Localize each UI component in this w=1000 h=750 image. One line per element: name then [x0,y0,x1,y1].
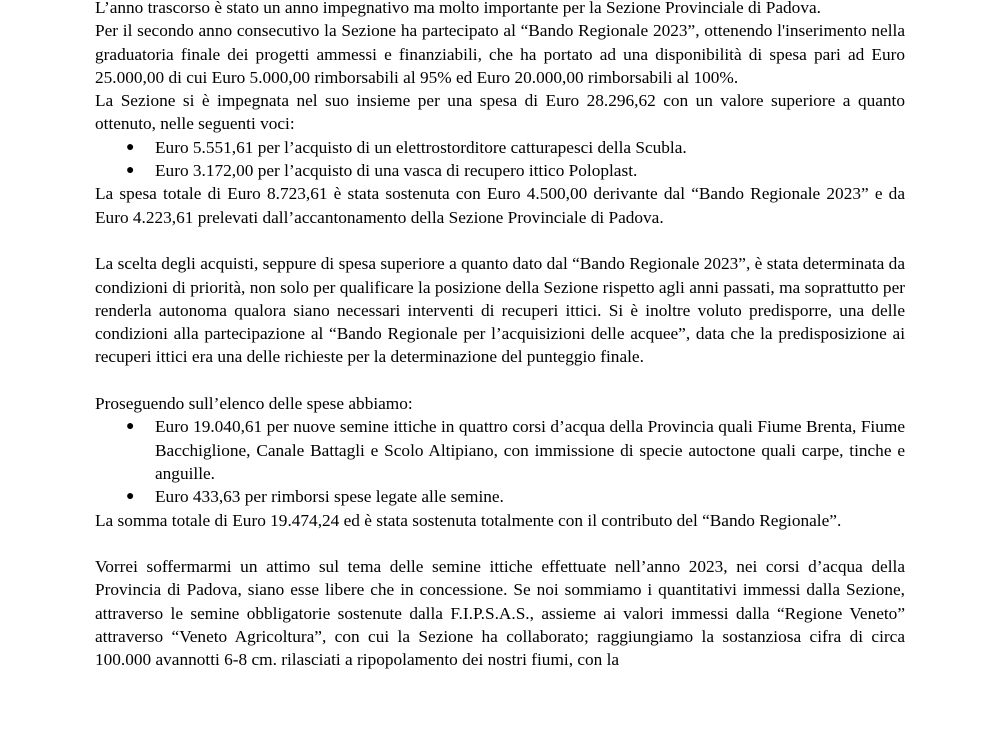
paragraph-restocking-total: La somma totale di Euro 19.474,24 ed è stata sostenuta totalmente con il contributo del “Bando Regionale”. [95,510,842,530]
paragraph-restocking-discussion: Vorrei soffermarmi un attimo sul tema delle semine ittiche effettuate nell’anno 2023, nei corsi d’acqua della Provincia di Padova, siano esse libere che in concessione. Se noi sommiamo i quantitativi immessi dalla Sezione, attraverso le semine obbligatorie sostenute dalla F.I.P.S.A.S., assieme ai valori immessi dalla “Regione Veneto” attraverso “Veneto Agricoltura”, con cui la Sezione ha collaborato; raggiungiamo la sostanziosa cifra di circa 100.000 avannotti 6-8 cm. rilasciati a ripopolamento dei nostri fiumi, con la [95,557,905,670]
list-item [95,415,905,485]
paragraph-total-spending: La spesa totale di Euro 8.723,61 è stata sostenuta con Euro 4.500,00 derivante dal “Bando Regionale 2023” e da Euro 4.223,61 prelevati dall’accantonamento della Sezione Provinciale di Padova. [95,184,905,227]
list-item [95,485,905,508]
list-item [95,159,905,182]
list-item-text: Euro 5.551,61 per l’acquisto di un elettrostorditore catturapesci della Scubla. [155,137,687,157]
bullet-icon: ● [126,139,135,155]
paragraph-purchase-rationale: La scelta degli acquisti, seppure di spesa superiore a quanto dato dal “Bando Regionale 2023”, è stata determinata da condizioni di priorità, non solo per qualificare la posizione della Sezione rispetto agli anni passati, ma soprattutto per renderla autonoma qualora siano necessari interventi di recuperi ittici. Si è inoltre voluto predisporre, una delle condizioni alla partecipazione al “Bando Regionale per l’acquisizioni delle acquee”, data che la predisposizione ai recuperi ittici era una delle richieste per la determinazione del punteggio finale. [95,254,905,367]
expense-list-equipment [95,136,905,183]
bullet-icon: ● [126,419,135,435]
document-page [95,0,905,672]
paragraph-bando-participation: Per il secondo anno consecutivo la Sezione ha partecipato al “Bando Regionale 2023”, ottenendo l'inserimento nella graduatoria finale dei progetti ammessi e finanziabili, che ha portato ad una disponibilità di spesa pari ad Euro 25.000,00 di cui Euro 5.000,00 rimborsabili al 95% ed Euro 20.000,00 rimborsabili al 100%. [95,21,905,87]
paragraph-spacer [95,369,905,392]
paragraph-spacer [95,532,905,555]
list-item-text: Euro 3.172,00 per l’acquisto di una vasca di recupero ittico Poloplast. [155,161,638,181]
list-item [95,136,905,159]
paragraph-expense-summary: La Sezione si è impegnata nel suo insieme per una spesa di Euro 28.296,62 con un valore superiore a quanto ottenuto, nelle seguenti voci: [95,91,905,134]
paragraph-spacer [95,229,905,252]
paragraph-intro-line: L’anno trascorso è stato un anno impegnativo ma molto importante per la Sezione Provinciale di Padova. [95,0,821,17]
expense-list-restocking [95,415,905,508]
list-item-text: Euro 433,63 per rimborsi spese legate alle semine. [155,487,504,507]
bullet-icon: ● [126,489,135,505]
paragraph-expense-list-intro: Proseguendo sull’elenco delle spese abbiamo: [95,394,413,414]
bullet-icon: ● [126,163,135,179]
list-item-text: Euro 19.040,61 per nuove semine ittiche in quattro corsi d’acqua della Provincia quali Fiume Brenta, Fiume Bacchiglione, Canale Battagli e Scolo Altipiano, con immissione di specie autoctone quali carpe, tinche e anguille. [155,417,905,483]
